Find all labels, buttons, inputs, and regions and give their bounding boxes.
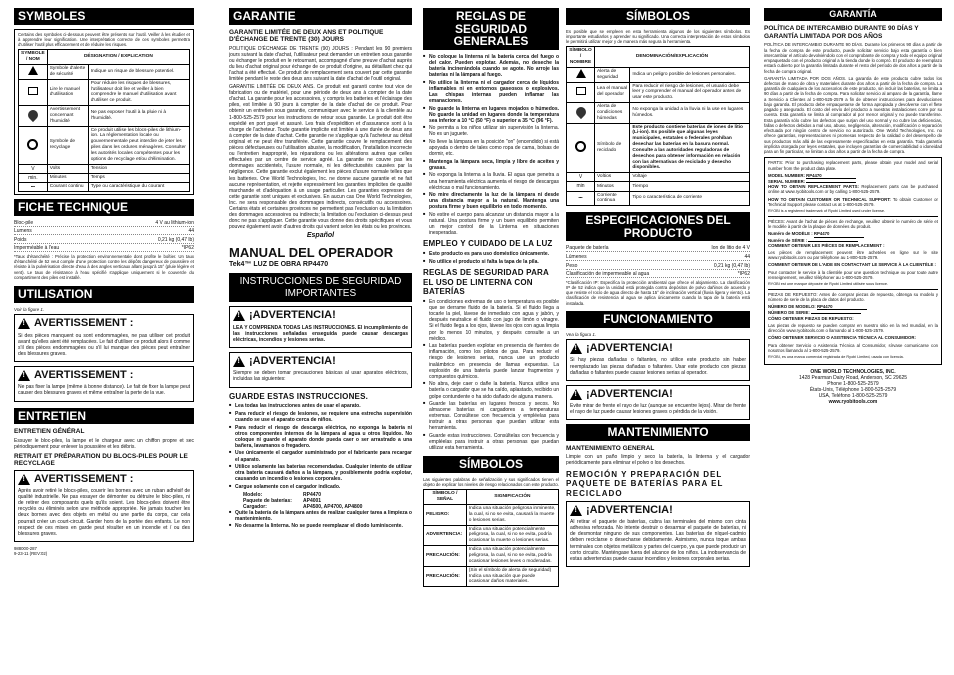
unit-symbol: ⎓ — [19, 182, 48, 191]
list-item: ■ No coloque la linterna ni la batería cerca del fuego o del calor. Pueden explotar. Además, no deseche la batería incinerándola cuando se agote. No arroje las baterías ni la lámpara al fuego. — [423, 54, 559, 78]
spec-value: 44 — [744, 253, 750, 260]
warning-box — [566, 385, 750, 421]
warning-icon: ! — [18, 474, 30, 485]
table-header: SIGNIFICACIÓN — [466, 490, 558, 505]
section-title-funcionamiento: FUNCIONAMIENTO — [566, 311, 750, 328]
spec-key: Clasificación de impermeable al agua — [566, 271, 650, 278]
address-line: USA, Teléfono 1-800-525-2579 — [818, 393, 888, 400]
warning-text: Evite mirar de frente el rayo de luz (aunque se encuentre lejos). Mirar de frente el rayo de luz puede causar lesiones graves o pérdida de la visión. — [570, 403, 746, 416]
warning-title: AVERTISSEMENT : — [34, 368, 134, 381]
list-item: ■ No utilice el producto si falta la tapa de la pila. — [423, 259, 559, 265]
list-item: ■ Las baterías pueden explotar en presencia de fuentes de inflamación, como los pilotos de gas. Para reducir el riesgo de lesiones serias, nunca use un producto inalámbrico en presencia de llamas expuestas. La explosión de una batería puede lanzar fragmentos y compuestos químicos. — [423, 343, 559, 380]
unit-desc: Tiempo — [630, 182, 750, 191]
warning-box — [566, 501, 750, 567]
doc-date: 9-23-11 (REV:02) — [14, 551, 48, 557]
paragraph: Es posible que se empleen en esta herramienta algunos de los siguientes símbolos. Es importante estudiarlos y aprender su significado. Una correcta interpretación de estos símbolos le permitirá utilizar mejor y de manera más segura la herramienta. — [566, 28, 750, 45]
spec-note: *Taux d'étanchéité : Précise la protection environnementale dont profite le boîtier. Un taux d'étanchéité de 52 veut comple d'une protection contre les dépôts dangereux de poussière et résiste à la pulvérisation directe d'eau à des angles verticaux allant jusqu'à 15° (pluie légère et vent). Le taux de résistance à l'eau spécifié s'applique uniquement si le couvercle du compartiment des piles est installé. — [14, 253, 194, 280]
symbol-name: Símbolo de reciclado — [595, 123, 630, 173]
subheading: MANTENIMIENTO GENERAL — [566, 444, 655, 452]
symbol-name: Symbole de recyclage — [47, 126, 88, 164]
serial-label: SERIAL NUMBER: — [768, 179, 806, 184]
section-title-garantia: GARANTÍA — [764, 8, 942, 21]
unit-name: Volts — [47, 164, 88, 173]
doc-code: 988000-287 — [14, 545, 37, 551]
spec-value: 0,21 kg (0,47 lb) — [157, 236, 194, 243]
table-header: SÍMBOLO / NOMBRE — [567, 47, 595, 68]
signal-desc: Indica una situación peligrosa inminente, la cual, si no se evita, causará la muerte o lesiones serias. — [466, 505, 558, 526]
list-item: ■ Para reducir el riesgo de lesiones, se requiere una estrecha supervisión cuando se use el aparato cerca de niños. — [229, 411, 412, 423]
spec-key: Lúmenes — [566, 253, 587, 260]
symbol-desc: No exponga la unidad a la lluvia ni la use en lugares húmedos. — [630, 103, 750, 124]
parts-text: Las piezas de repuesto se pueden comprar en nuestro sitio en la red mundial, en la dirección www.ryobitools.com o llamando al 1-800-525-2579. — [768, 322, 938, 334]
model-label: MODEL NUMBER: — [768, 172, 805, 178]
table-row — [567, 82, 750, 103]
warning-box — [14, 314, 194, 362]
symbol-desc: Ne pas exposer l'outil à la pluie ni à l'humidité. — [88, 106, 189, 127]
figure-ref: Voir la figure 1. — [14, 306, 45, 312]
list-item: ■ En condiciones extremas de uso o temperatura es posible que se derrame fluido de la batería. Si el fluido llega a tocarle la piel, lávese de inmediato con agua y jabón, y después neutralice el fluido con jugo de limón o vinagre. Si el fluido llega a los ojos, lávese los ojos con agua limpia por lo menos 10 minutos, y después consulte a un médico. — [423, 299, 559, 342]
spec-row — [566, 254, 750, 261]
spec-list-fr — [14, 220, 194, 281]
list-item: ■ No permita a los niños utilizar sin supervisión la linterna. No es un juguete. — [423, 125, 559, 137]
unit-symbol: ⎓ — [567, 191, 595, 206]
warning-text: Siempre se deben tomar precauciones básicas al usar aparatos eléctricos, incluidas las siguientes: — [233, 370, 408, 383]
column-1 — [14, 8, 194, 556]
table-row — [19, 126, 190, 164]
company-address — [764, 369, 942, 406]
parts-info-box — [764, 157, 942, 364]
symbol-name: Lire le manuel d'utilisation — [47, 79, 88, 105]
subheading: EMPLEO Y CUIDADO DE LA LUZ — [423, 239, 553, 249]
safety-alert-icon — [28, 66, 38, 75]
section-title-reglas: REGLAS DE SEGURIDAD GENERALES — [423, 8, 559, 50]
model-label: NÚMERO DE MODELO: — [768, 304, 816, 310]
unit-desc: Type ou caractéristique du courant — [88, 182, 189, 191]
serial-blank[interactable] — [806, 182, 856, 183]
paragraph: POLÍTICA DE INTERCAMBIO DURANTE 90 DÍAS. Durante los primeros 90 días a partir de la fecha de compra de este producto, puede solicitar servicio bajo esta garantía o bien intercambiar el artículo devolviéndolo con el comprobante de compra y todo el equipo original empaquetado con el producto original a la tienda donde lo compró. El producto de reemplazo estará cubierto por la garantía limitada durante el resto del período de dos años a partir de la fecha de compra original. — [764, 42, 942, 74]
column-5 — [764, 8, 942, 405]
spec-row — [14, 237, 194, 244]
section-title-simbolos: SÍMBOLOS — [423, 456, 559, 473]
rules-list — [423, 54, 559, 237]
paragraph: Las siguientes palabras de señalización y sus significados tienen el objeto de explicar los niveles de riesgo relacionados con este producto. — [423, 476, 559, 488]
spec-row — [14, 228, 194, 235]
subheading: ENTRETIEN GÉNÉRAL — [14, 428, 85, 436]
spec-row — [566, 245, 750, 252]
warning-box — [14, 366, 194, 402]
section-title-utilisation: UTILISATION — [14, 286, 194, 303]
support-text: Para obtener Servicio o Asistencia Técnica al Consumidor, sírvase comunicarse con nosotros llamando al 1-800-525-2579. — [768, 342, 938, 353]
address-line: Phone 1-800-525-2579 — [827, 380, 879, 387]
warning-title: ¡ADVERTENCIA! — [586, 503, 673, 516]
symbol-name: Alerta de condiciones húmedas — [595, 103, 630, 124]
table-header: SYMBOLE / NOM — [19, 50, 48, 65]
unit-symbol: min. — [19, 173, 48, 182]
list-item: ■ Mantenga la lámpara seca, limpia y libre de aceites y grasas. — [423, 159, 559, 171]
parts-text: Replacement parts can be purchased online at www.ryobitools.com or by calling 1-800-525-2579. — [768, 184, 938, 195]
serial-label: Numéro de SÉRIE : — [768, 237, 808, 243]
instruction-list — [229, 403, 412, 490]
unit-name: Corriente continua — [595, 191, 630, 206]
table-row — [424, 505, 559, 526]
paragraph: Essuyer le bloc-piles, la lampe et le chargeur avec un chiffon propre et sec périodiquement pour enlever la poussière et les débris. — [14, 437, 194, 450]
support-text: To obtain Customer or Technical Support please contact us at 1-800-525-2579. — [768, 196, 938, 207]
symbol-name: Alerta de seguridad — [595, 67, 630, 82]
model-value: RP4470 — [814, 231, 864, 237]
unit-desc: Voltaje — [630, 173, 750, 182]
signal-word: PRECAUCIÓN: — [424, 546, 467, 567]
parts-heading: COMMENT OBTENIR LES PIÈCES DE REMPLACEMENT : — [768, 242, 885, 248]
unit-name: Courant continu — [47, 182, 88, 191]
serial-blank[interactable] — [811, 313, 861, 314]
warning-box — [566, 339, 750, 381]
manual-subtitle: Tek4™ LUZ DE OBRA RP4470 — [229, 260, 329, 268]
warning-icon: ! — [233, 356, 245, 367]
unit-symbol: V — [567, 173, 595, 182]
list-item: ■ No estire el cuerpo para alcanzar un distancia mayor a la natural. Una postura firme y un buen equilibrio permiten un mejor control de la Linterna en situaciones inesperadas. — [423, 212, 559, 236]
warning-text: LEA Y COMPRENDA TODAS LAS INSTRUCCIONES. El incumplimiento de las instrucciones señaladas enseguida puede causar descargas eléctricas, incendios y lesiones serias. — [233, 324, 408, 343]
trademark-note: RYOBI is a registered trademark of Ryobi Limited used under license. — [768, 209, 886, 214]
list-item: ■ Guarde las baterías en lugares frescos y secos. No almacene baterías ni cargadores a temperaturas extremas. Consúltese con frecuencia y empléelas para instruir a otras personas que puedan utilizar esta herramienta. — [423, 401, 559, 431]
warning-title: ¡ADVERTENCIA! — [586, 387, 673, 400]
warning-icon: ! — [233, 310, 245, 321]
spec-row — [566, 263, 750, 270]
support-text: Pour contacter le service à la clientèle pour une question technique ou pour toute autre renseignement, veuillez téléphoner au 1-800-525-2579. — [768, 269, 938, 280]
care-list — [423, 251, 559, 265]
warning-icon: ! — [570, 343, 582, 354]
spec-note: *Clasificación IP: Especifica la protección ambiental que ofrece el alojamiento. La clasificación IP de 52 indica que la unidad está protegida contra depósitos de polvo dañinos de acuerdo y que resiste el rocío de agua directo de hasta 15° de inclinación vertical (lluvia ligera y viento). La clasificación de resistencia al agua se aplica únicamente cuando la tapa de la batería está instalada. — [566, 279, 750, 306]
trademark-note: RYOBI, es una marca comercial registrada de Ryobi Limited, usada con licencia. — [768, 355, 904, 360]
table-row — [19, 164, 190, 173]
warning-heading — [233, 355, 408, 368]
list-item: ■ Use únicamente el cargador suministrado por el fabricante para recargar el aparato. — [229, 450, 412, 462]
symbols-table-fr — [18, 49, 190, 192]
spec-value: *IP62 — [737, 271, 750, 278]
spec-key: Peso — [566, 262, 578, 269]
spec-value: 4 V au lithium-ion — [155, 219, 194, 226]
list-item: ■ Esto producto es para uso doméstico únicamente. — [423, 251, 559, 257]
unit-symbol: min — [567, 182, 595, 191]
paragraph: GARANTÍA LIMITADA POR DOS AÑOS. La garantía de este producto cubre todos los defectos de mano de obra y materiales durante dos años a partir de la fecha de compra. La garantía de cualquiera de los accesorios de este producto, sin incluir las baterías, se limita a 90 días a partir de la fecha de compra. Para solicitar servicio al amparo de la garantía, llame a Servicio a Clientes al 1-800-525-2579 a fin de obtener instrucciones para devoluciones bajo garantía. El producto debe empaquetarse de forma apropiada y devolverse con el flete pagado y asegurado. El costo del envío del producto a nuestras instalaciones corre por su cuenta. Esta garantía se limita al comprador al por menor original y no puede transferirse. Esta garantía sólo cubre los defectos que surjan del uso normal y no cubre las deficiencias, fallas o defectos debidos a mal uso, abuso, negligencia, alteración, modificación o reparación efectuada por ningún centro de servicio no autorizado. One World Technologies, Inc. no ofrece garantías, representaciones ni promesas respecto de la calidad o del desempeño de sus productos más allá de las expresamente especificadas en esta garantía. Toda garantía implícita otorgada por leyes estatales, que incluyen garantías de comerciabilidad o idoneidad para un fin particular, se limitan a dos años a partir de la fecha de compra. — [764, 75, 942, 155]
signal-word: PELIGRO: — [424, 505, 467, 526]
spec-value: Ion de litio de 4 V — [711, 245, 750, 252]
spec-row — [566, 271, 750, 278]
subheading: REGLAS DE SEGURIDAD PARA EL USO DE LINTERNA CON BATERÍAS — [423, 267, 549, 297]
warning-icon: ! — [18, 318, 30, 329]
paragraph: POLITIQUE D'ÉCHANGE DE TRENTE (90) JOURS : Pendant les 90 premiers jours suivant la date d'achat, l'utilisateur peut demander un entretien sous garantie ou échanger le produit en le retournant, accompagné d'une preuve d'achat auprès du lieu d'achat original pour échange de ce produit d'origine, au détaillant chez qui l'achat a été effectué. Ce produit de remplacement sera couvert par cette garantie limitée pendant le reste des deux ans suivant la date d'achat de l'outil original. — [229, 45, 412, 82]
warning-heading — [570, 342, 746, 355]
manual-icon — [576, 87, 586, 95]
warning-icon: ! — [570, 505, 582, 516]
warning-heading — [233, 309, 408, 322]
wet-conditions-icon — [26, 108, 40, 122]
table-row — [19, 173, 190, 182]
list-item: ■ Guarde estas instrucciones. Consúltelas con frecuencia y empléelas para instruir a otras personas que puedan utilizar esta herramienta. — [423, 433, 559, 451]
table-row — [424, 546, 559, 567]
spec-key: Lumens — [14, 228, 32, 235]
paragraph: GARANTIE LIMITÉE DE DEUX ANS. Ce produit est garanti contre tout vice de fabrication ou de matériel, pour une période de deux ans à compter de la date d'achat. La garantie pour les accessoires, y compris les batteries et l'éclairage des piles, est limitée à 90 jours à compter de la date d'achat de ce produit. Pour obtenir un entretien sous garantie, communiquer avec le service à la clientèle au 1-800-525-2579 pour les instructions de retour sous garantie. Le produit doit être expédié en port payé et assuré. Les frais d'expédition et d'assurance sont à la charge de l'acheteur. Toute garantie implicite est limitée à une durée de deux ans à compter de la date d'achat. Cette garantie ne s'applique qu'à l'acheteur au détail original et ne peut être transférée. Cette garantie couvre le remplacement des pièces défectueuses ou l'utilisation abusive, la modification, l'installation incorrecte ou l'entretien inapproprié, les réparations ou les altérations autres que celles effectuées par un centre de service agréé. La garantie ne couvre pas les dommages accidentels, l'usure normale, ni les défectuosités causées par la négligence. Cette garantie exclut également les pièces d'usure normale telles que les batteries. One World Technologies, Inc. ne donne aucune garantie et ne fait aucune représentation, et rejette expressément les garanties implicites de qualité marchande et d'adéquation à un usage particulier. Les garanties expresses de cette garantie sont uniques et exclusives. En aucun cas One World Technologies, Inc. ne sera responsable des dommages indirects, consécutifs ou accessoires. Certains états et certaines provinces ne permettent pas l'exclusion ou la limitation des dommages accessoires ou indirects; la limitation ou l'exclusion ci-dessus peut donc ne pas s'appliquer. Cette garantie vous donne des droits spécifiques et vous pouvez également avoir d'autres droits qui varient selon les états ou les provinces. — [229, 84, 412, 231]
symbol-desc: Ce produit utilise les blocs-piles de lithium-ion. La réglementation locale ou gouvernementale peut interdire de jeter les piles dans les ordures ménagères. Consulter les autorités locales compétentes pour les options de recyclage et/ou d'élimination. — [88, 126, 189, 164]
signal-words-table — [423, 489, 559, 587]
safety-banner: INSTRUCCIONES DE SEGURIDAD IMPORTANTES — [229, 273, 412, 302]
support-heading: COMMENT OBTENIR DE L'AIDE EN CONTACTANT LE SERVICE À LA CLIENTÈLE : — [768, 262, 936, 268]
model-key: Modelo: — [243, 491, 263, 498]
table-row — [424, 525, 559, 546]
warning-text: Après avoir retiré le blocs-piles, couvrir les bornes avec un ruban adhésif de qualité industrielle. Ne pas essayer de démonter ou détruire le bloc-piles, ni de retirer des composants quels qu'ils soient. Les blocs-piles doivent être recyclés ou éliminés selon une méthode appropriée. Ne jamais toucher les deux bornes avec des objets en métal ou une partie du corps, car cela pourrait créer un court-circuit. Garder hors de la portée des enfants. Le non respect de ces mises en garde peut résulter en un incendie et / ou des blessures graves. — [18, 488, 190, 537]
column-3 — [423, 8, 559, 587]
manual-title: MANUAL DEL OPERADOR — [229, 244, 394, 260]
signal-word: ADVERTENCIA: — [424, 525, 467, 546]
table-row — [19, 64, 190, 79]
symbol-desc: Indica un peligro posible de lesiones personales. — [630, 67, 750, 82]
spec-key: Bloc-pile — [14, 219, 34, 226]
warning-heading — [18, 317, 190, 330]
list-item: ■ No mire directamente la luz de la lámpara ni desde una distancia mayor a la natural. Mantenga una postura firme y buen equilibrio en todo momento. — [423, 192, 559, 210]
table-header: DENOMINACIÓN/EXPLICACIÓN — [595, 47, 750, 68]
subheading: RETRAIT ET PRÉPARATION DU BLOCS-PILES POUR LE RECYCLAGE — [14, 452, 188, 468]
warning-title: ¡ADVERTENCIA! — [249, 354, 336, 367]
warning-box — [14, 470, 194, 542]
section-title-simbolos-2: SÍMBOLOS — [566, 8, 750, 25]
column-2 — [229, 8, 412, 531]
spec-row — [14, 220, 194, 227]
table-row — [567, 67, 750, 82]
symbols-intro: Certains des symboles ci-dessous peuvent être présents sur l'outil. Veiller à les étudier et à apprendre leur signification. Une interprétation correcte de ces symboles permettra d'utiliser l'outil plus efficacement et de réduire les risques. — [18, 31, 190, 48]
symbol-desc: Este producto contiene baterías de iones de litio (Li-ion). Es posible que algunas leyes municipales, estatales o federales prohíban desechar las baterías en la basura normal. Consulte a las autoridades reguladoras de desechos para obtener información en relación con las alternativas de reciclado y desecho disponibles. — [630, 123, 750, 173]
unit-desc: Temps — [88, 173, 189, 182]
language-label: Español — [306, 232, 335, 240]
symbol-desc: Pour réduire les risques de blessures, l'utilisateur doit lire et veiller à bien comprendre le manuel d'utilisation avant d'utiliser ce produit. — [88, 79, 189, 105]
symbol-desc: Indique un risque de blessure potentiel. — [88, 64, 189, 79]
warning-text: Ne pas fixer la lampe (même à bonne distance). Le fait de fixer la lampe peut causer des blessures graves et même entraîner la perte de la vue. — [18, 384, 190, 397]
list-item: ■ No desarme la linterna. No se puede reemplazar el diodo luminiscente. — [229, 523, 412, 529]
spec-key: Poids — [14, 236, 27, 243]
unit-desc: Tipo o característica de corriente — [630, 191, 750, 206]
list-item: ■ Para reducir el riesgo de descarga eléctrica, no exponga la batería ni otros componentes internos de la lámpara al agua u otros líquidos. No coloque ni guarde el aparato donde pueda caer o ser arrastrado a una bañera, lavamanos o fregadero. — [229, 425, 412, 449]
parts-heading: HOW TO OBTAIN REPLACEMENT PARTS: — [768, 184, 859, 190]
address-line: 1428 Pearman Dairy Road, Anderson, SC 29625 — [798, 374, 908, 381]
model-value: AP4001 — [303, 497, 322, 504]
parts-heading: CÓMO OBTENER PIEZAS DE REPUESTO: — [768, 315, 854, 321]
serial-blank[interactable] — [808, 241, 858, 242]
table-row — [424, 566, 559, 587]
section-title-especificaciones: ESPECIFICACIONES DEL PRODUCTO — [566, 212, 750, 241]
signal-desc: (Sin el símbolo de alerta de seguridad) Indica una situación que puede ocasionar daños materiales. — [466, 566, 558, 587]
safety-alert-icon — [576, 69, 586, 78]
symbol-name: Symbole d'alerte de sécurité — [47, 64, 88, 79]
unit-desc: Tension — [88, 164, 189, 173]
list-item: ■ Utilice solamente las baterías recomendadas. Cualquier intento de utilizar otra batería causará daños a la lámpara, y posiblemente podría explotar, causando un incendio o lesiones corporales. — [229, 464, 412, 482]
paragraph: Limpie con un paño limpio y seco la batería, la linterna y el cargador periódicamente para eliminar el polvo o los desechos. — [566, 454, 750, 467]
list-item: ■ Cargue solamente con el cargador indicado. — [229, 484, 412, 490]
spec-key: Imperméable à l'eau — [14, 245, 60, 252]
parts-text: PIÈCES: Avant de l'achat de pièces de rechange, veuillez obtenir le numéro de série et le modèle à partir de la plaque de données du produit. — [768, 218, 938, 230]
table-row — [567, 123, 750, 173]
parts-text: PARTS: Prior to purchasing replacement parts, please obtain your model and serial number from the product data plate. — [768, 160, 938, 171]
list-item: ■ No abra, deje caer o dañe la batería. Nunca utilice una batería o cargador que se ha caído, aplastado, recibido un golpe contundente o ha sido dañado de alguna manera. — [423, 381, 559, 399]
parts-text: PIEZAS DE REPUESTO: Antes de comprar piezas de repuesto, obtenga su modelo y número de serie de la placa de datos del producto. — [768, 291, 938, 302]
model-value: RP4470 — [303, 491, 322, 498]
trademark-note: RYOBI est une marque déposée de Ryobi Limited utilisée sous licence. — [768, 282, 889, 287]
symbol-name: Avertissement concernant l'humidité — [47, 106, 88, 127]
unit-name: Minutos — [595, 182, 630, 191]
warning-heading — [570, 504, 746, 517]
support-heading: HOW TO OBTAIN CUSTOMER OR TECHNICAL SUPPORT: — [768, 196, 891, 202]
warning-title: AVERTISSEMENT : — [34, 472, 134, 485]
list-item: ■ No lleve la lámpara en la posición "on" (encendido) si está apoyada o dentro de tales como ropa de cama, bolsas de dormir, etc. — [423, 139, 559, 157]
signal-desc: Indica una situación potencialmente peligrosa, la cual, si no se evita, podría ocasionar la muerte o lesiones serias. — [466, 525, 558, 546]
spec-value: 0,21 kg (0,47 lb) — [713, 262, 750, 269]
recycle-icon — [27, 139, 38, 150]
symbol-name: Lea el manual del operador — [595, 82, 630, 103]
instruction-list — [229, 510, 412, 530]
recycle-icon — [575, 141, 586, 152]
warning-heading — [18, 369, 190, 382]
spec-row — [14, 245, 194, 252]
model-value: RP4470 — [806, 173, 856, 179]
table-row — [567, 103, 750, 124]
website-link[interactable]: www.ryobitools.com — [828, 399, 878, 406]
signal-desc: Indica una situación potencialmente peligrosa, la cual, si no se evita, podría ocasionar lesiones leves o moderadas. — [466, 546, 558, 567]
section-title-entretien: ENTRETIEN — [14, 408, 194, 425]
support-heading: CÓMO OBTENER SERVICIO O ASISTENCIA TÉCNICA AL CONSUMIDOR: — [768, 335, 916, 341]
column-4 — [566, 8, 750, 571]
warning-icon: ! — [18, 370, 30, 381]
model-key: Paquete de baterías: — [243, 497, 292, 504]
manual-icon — [28, 87, 38, 95]
subheading: GUARDE ESTAS INSTRUCCIONES. — [229, 391, 369, 401]
wet-conditions-icon — [573, 105, 587, 119]
model-label: Numéro de MODÈLE : — [768, 231, 813, 237]
unit-name: Minutes — [47, 173, 88, 182]
symbols-table-es — [566, 46, 750, 206]
warning-icon: ! — [570, 389, 582, 400]
warning-heading — [18, 473, 190, 486]
subheading: GARANTIE LIMITÉE DE DEUX ANS ET POLITIQUE D'ÉCHANGE DE TRENTE (30) JOURS — [229, 28, 384, 44]
company-name: ONE WORLD TECHNOLOGIES, INC. — [810, 368, 896, 375]
model-list — [229, 492, 412, 510]
subheading: POLÍTICA DE INTERCAMBIO DURANTE 90 DÍAS Y GARANTÍA LIMITADA POR DOS AÑOS — [764, 25, 919, 40]
section-title-mantenimiento: MANTENIMIENTO — [566, 424, 750, 441]
figure-ref: Vea la figura 1. — [566, 331, 597, 337]
serial-label: NÚMERO DE SERIE: — [768, 310, 810, 316]
table-row — [19, 182, 190, 191]
battery-rules-list — [423, 299, 559, 451]
warning-title: AVERTISSEMENT : — [34, 317, 134, 330]
list-item: ■ Lea todas las instrucciones antes de usar el aparato. — [229, 403, 412, 409]
spec-key: Paquete de batería — [566, 245, 609, 252]
list-item: ■ No guarde la linterna en lugares mojados o húmedos. No guarde la unidad en lugares donde la temperatura sea inferior a 10 °C (50 °F) o superior a 35 °C (96 °F). — [423, 106, 559, 124]
warning-title: ¡ADVERTENCIA! — [586, 342, 673, 355]
model-value: RP4470 — [817, 304, 867, 310]
model-value: AP4500, AP4700, AP4800 — [303, 503, 363, 510]
table-header: DÉSIGNATION / EXPLICATION — [47, 50, 189, 65]
model-key: Cargador: — [243, 503, 267, 510]
warning-text: Si hay piezas dañadas o faltantes, no utilice este producto sin haber reemplazado las piezas dañadas o faltantes. Usar este producto con piezas dañadas o faltantes puede causar lesiones serias al operador. — [570, 357, 746, 376]
spec-value: 44 — [188, 228, 194, 235]
symbol-desc: Para reducir el riesgo de lesiones, el usuario debe leer y comprender el manual del operador antes de usar este producto. — [630, 82, 750, 103]
list-item: ■ No exponga la linterna a la lluvia. El agua que penetra a una herramienta eléctrica aumenta el riesgo de descargas eléctricas o mal funcionamiento. — [423, 172, 559, 190]
subheading: REMOCIÓN Y PREPARACIÓN DEL PAQUETE DE BATERÍAS PARA EL RECICLADO — [566, 469, 724, 499]
list-item: ■ Quite la batería de la lámpara antes de realizar cualquier tarea a limpieza o mantenimiento. — [229, 510, 412, 522]
parts-text: Les pièces de remplacement peuvent être achetées en ligne sur le site www.ryobitools.com ou par téléphone au 1-800-525-2579. — [768, 249, 938, 261]
table-row — [567, 191, 750, 206]
warning-heading — [570, 388, 746, 401]
warning-title: ¡ADVERTENCIA! — [249, 309, 336, 322]
table-row — [567, 173, 750, 182]
signal-word: PRECAUCIÓN: — [424, 566, 467, 587]
symbols-box-fr — [14, 29, 194, 195]
table-header: SÍMBOLO / SEÑAL — [424, 490, 467, 505]
section-title-symboles: SYMBOLES — [14, 8, 194, 25]
section-title-fiche: FICHE TECHNIQUE — [14, 199, 194, 216]
table-row — [567, 182, 750, 191]
warning-text: Si des pièces manquent ou sont endommagées, ne pas utiliser cet produit avant qu'elles aient été remplacées. Le fait d'utiliser ce produit alors il comme s'il des pièces endommagées ou s'il lui manque des pièces peut entraîner des blessures graves. — [18, 332, 190, 357]
list-item: ■ No utilice la linterna ni el cargador cerca de líquidos inflamables ni en entornos gaseosos o explosivos. Las chispas internas pueden inflamar las emanaciones. — [423, 80, 559, 104]
warning-text: Al retirar el paquete de baterías, cubra las terminales del mismo con cinta adhesiva reforzada. No intente destruir o desarmar el paquete de baterías, ni de desmontar ninguno de sus componentes. Las baterías de níquel-cadmio deben reciclarse o desecharse debidamente. Asimismo, nunca toque ambas terminales con objetos metálicos y partes del cuerpo, ya que puede producir un corto circuito. Manténgase fuera del alcance de los niños. La inobservancia de estas advertencias puede causar incendios y lesiones corporales serias. — [570, 519, 746, 562]
warning-box — [229, 306, 412, 348]
unit-symbol: V — [19, 164, 48, 173]
warning-box — [229, 352, 412, 388]
address-line: États-Unis, Téléphone 1-800-525-2579 — [809, 387, 897, 394]
unit-name: Voltios — [595, 173, 630, 182]
spec-value: *IP62 — [181, 245, 194, 252]
section-title-garantie: GARANTIE — [229, 8, 412, 25]
table-row — [19, 106, 190, 127]
table-row — [19, 79, 190, 105]
